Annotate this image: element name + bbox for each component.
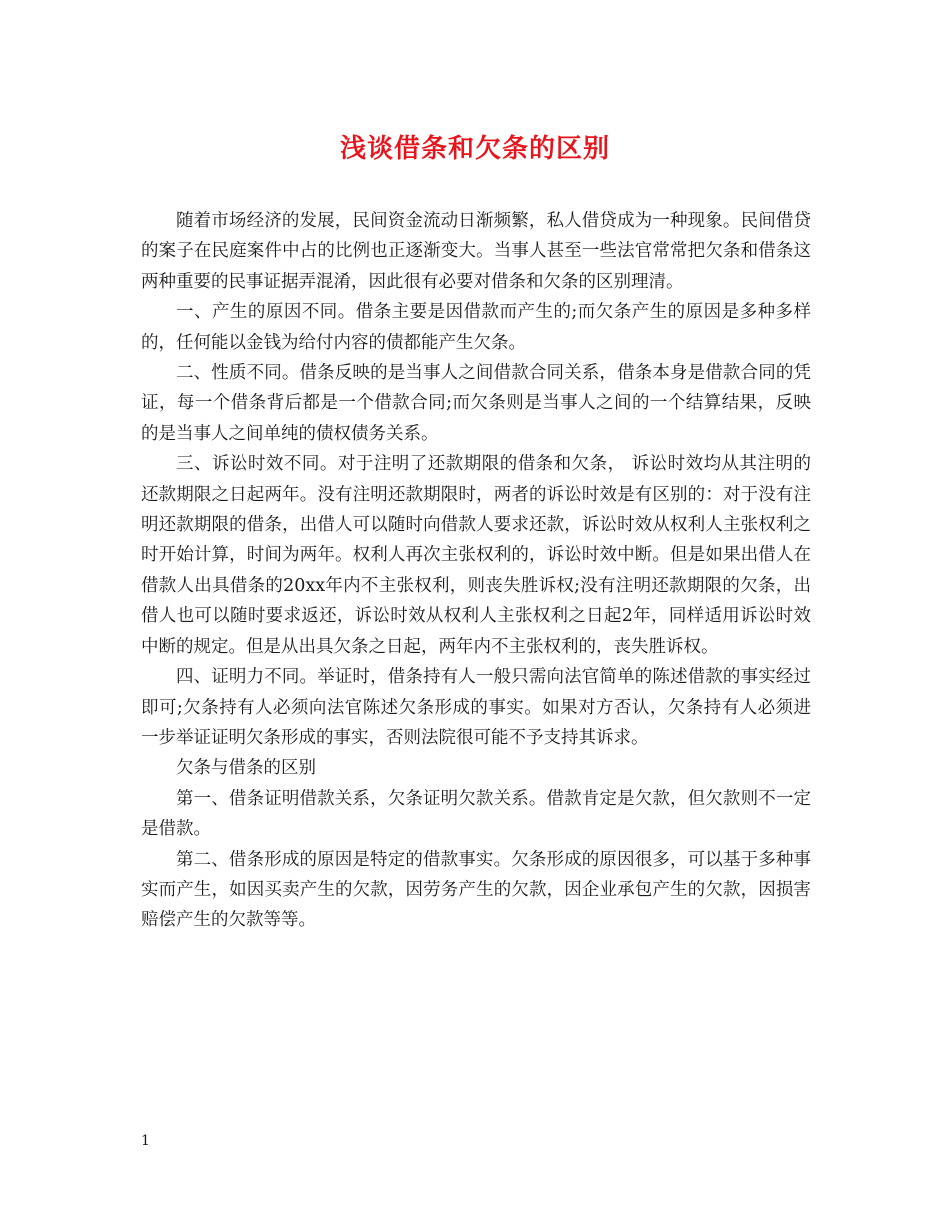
paragraph-second: 第二、借条形成的原因是特定的借款事实。欠条形成的原因很多，可以基于多种事实而产生，如因买卖产生的欠款，因劳务产生的欠款，因企业承包产生的欠款，因损害赔偿产生的欠款等等。 [141,849,811,931]
paragraph-first: 第一、借条证明借款关系，欠条证明欠款关系。借款肯定是欠款，但欠款则不一定是借款。 [141,788,811,840]
document-title: 浅谈借条和欠条的区别 [339,134,610,164]
paragraph-intro: 随着市场经济的发展，民间资金流动日渐频繁，私人借贷成为一种现象。民间借贷的案子在民庭案件中占的比例也正逐渐变大。当事人甚至一些法官常常把欠条和借条这两种重要的民事证据弄混淆，因此很有必要对借条和欠条的区别理清。 [141,211,811,292]
paragraph-nature: 二、性质不同。借条反映的是当事人之间借款合同关系，借条本身是借款合同的凭证，每一个借条背后都是一个借款合同;而欠条则是当事人之间的一个结算结果，反映的是当事人之间单纯的债权债务关系。 [141,363,811,444]
document-body [141,206,811,936]
paragraph-evidence: 四、证明力不同。举证时，借条持有人一般只需向法官简单的陈述借款的事实经过即可;欠条持有人必须向法官陈述欠条形成的事实。如果对方否认，欠条持有人必须进一步举证证明欠条形成的事实，否则法院很可能不予支持其诉求。 [141,667,811,748]
section-heading: 欠条与借条的区别 [176,758,316,779]
page-number: 1 [141,1133,150,1149]
paragraph-reason: 一、产生的原因不同。借条主要是因借款而产生的;而欠条产生的原因是多种多样的，任何能以金钱为给付内容的债都能产生欠条。 [141,302,811,353]
paragraph-limitation: 三、诉讼时效不同。对于注明了还款期限的借条和欠条， 诉讼时效均从其注明的还款期限之日起两年。没有注明还款期限时，两者的诉讼时效是有区别的：对于没有注明还款期限的借条，出借人可以随时向借款人要求还款，诉讼时效从权利人主张权利之时开始计算，时间为两年。权利人再次主张权利的，诉讼时效中断。但是如果出借人在借款人出具借条的20xx年内不主张权利，则丧失胜诉权;没有注明还款期限的欠条，出借人也可以随时要求返还，诉讼时效从权利人主张权利之日起2年，同样适用诉讼时效中断的规定。但是从出具欠条之日起，两年内不主张权利的，丧失胜诉权。 [141,454,811,657]
